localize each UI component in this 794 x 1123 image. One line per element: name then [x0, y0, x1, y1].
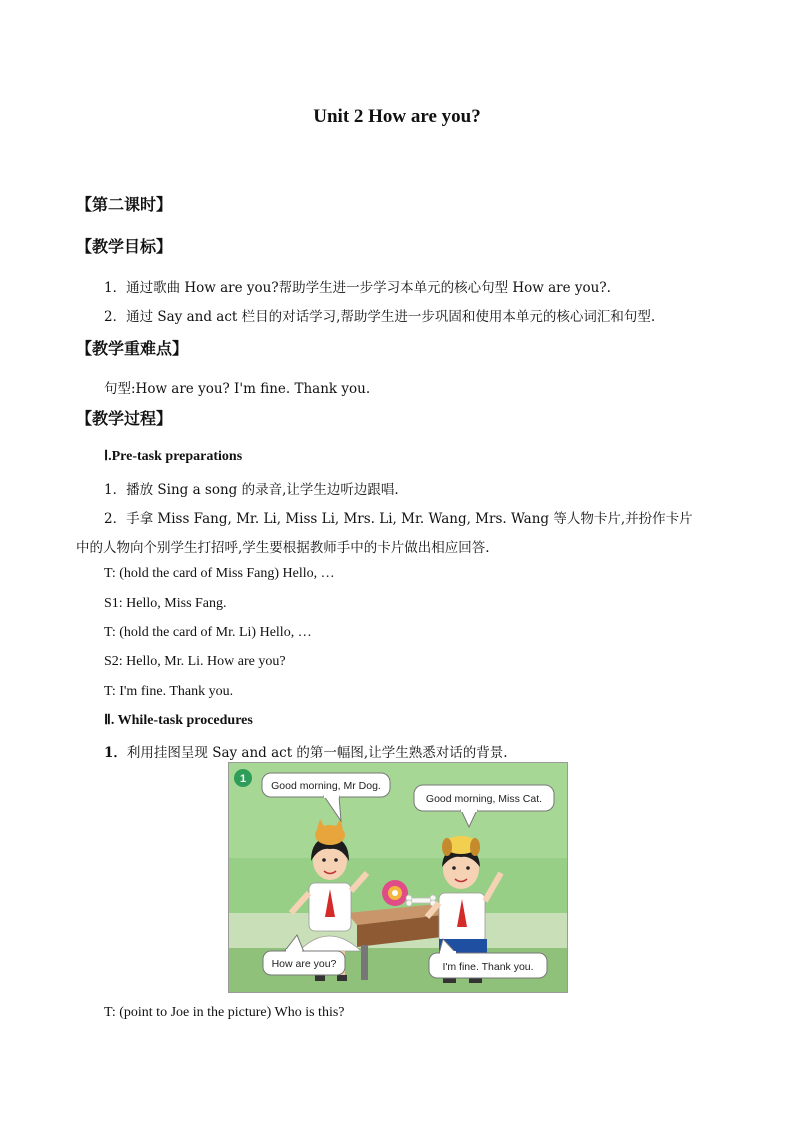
- dialogue-line: S2: Hello, Mr. Li. How are you?: [104, 654, 286, 669]
- while-task-title: Ⅱ. While-task procedures: [104, 713, 253, 728]
- while-task-step-1: [104, 741, 508, 761]
- step-text: 利用挂图呈现 Say and act 的第一幅图,让学生熟悉对话的背景.: [126, 745, 508, 761]
- lesson-tag: 【第二课时】: [76, 195, 173, 214]
- svg-text:I'm fine. Thank you.: I'm fine. Thank you.: [442, 961, 534, 973]
- say-and-act-picture: [228, 762, 568, 993]
- dialogue-line: S1: Hello, Miss Fang.: [104, 596, 227, 611]
- svg-text:Good morning, Mr Dog.: Good morning, Mr Dog.: [271, 780, 381, 792]
- pre-task-step-2-line-1: 2．手拿 Miss Fang, Mr. Li, Miss Li, Mrs. Li, Mr. Wang, Mrs. Wang 等人物卡片,并扮作卡片: [104, 511, 693, 527]
- objective-item-1: 1．通过歌曲 How are you?帮助学生进一步学习本单元的核心句型 How are you?.: [104, 280, 611, 296]
- key-points-text: 句型:How are you? I'm fine. Thank you.: [104, 381, 371, 397]
- after-picture-line: T: (point to Joe in the picture) Who is this?: [104, 1005, 345, 1020]
- process-heading: 【教学过程】: [76, 409, 173, 428]
- dialogue-line: T: (hold the card of Miss Fang) Hello, …: [104, 566, 335, 581]
- objectives-heading: 【教学目标】: [76, 237, 173, 256]
- document-title: Unit 2 How are you?: [313, 106, 481, 127]
- svg-text:Good morning, Miss Cat.: Good morning, Miss Cat.: [425, 793, 543, 805]
- svg-text:How are you?: How are you?: [271, 958, 337, 970]
- step-number: 1．: [104, 745, 127, 761]
- pre-task-step-2-line-2: 中的人物向个别学生打招呼,学生要根据教师手中的卡片做出相应回答.: [76, 540, 490, 556]
- key-points-heading: 【教学重难点】: [76, 339, 189, 358]
- panel-number: 1: [239, 773, 247, 785]
- objective-item-2: 2．通过 Say and act 栏目的对话学习,帮助学生进一步巩固和使用本单元的核心词汇和句型.: [104, 309, 656, 325]
- pre-task-step-1: 1．播放 Sing a song 的录音,让学生边听边跟唱.: [104, 482, 399, 498]
- dialogue-line: T: I'm fine. Thank you.: [104, 684, 234, 699]
- pre-task-title: Ⅰ.Pre-task preparations: [104, 449, 243, 464]
- dialogue-line: T: (hold the card of Mr. Li) Hello, …: [104, 625, 312, 640]
